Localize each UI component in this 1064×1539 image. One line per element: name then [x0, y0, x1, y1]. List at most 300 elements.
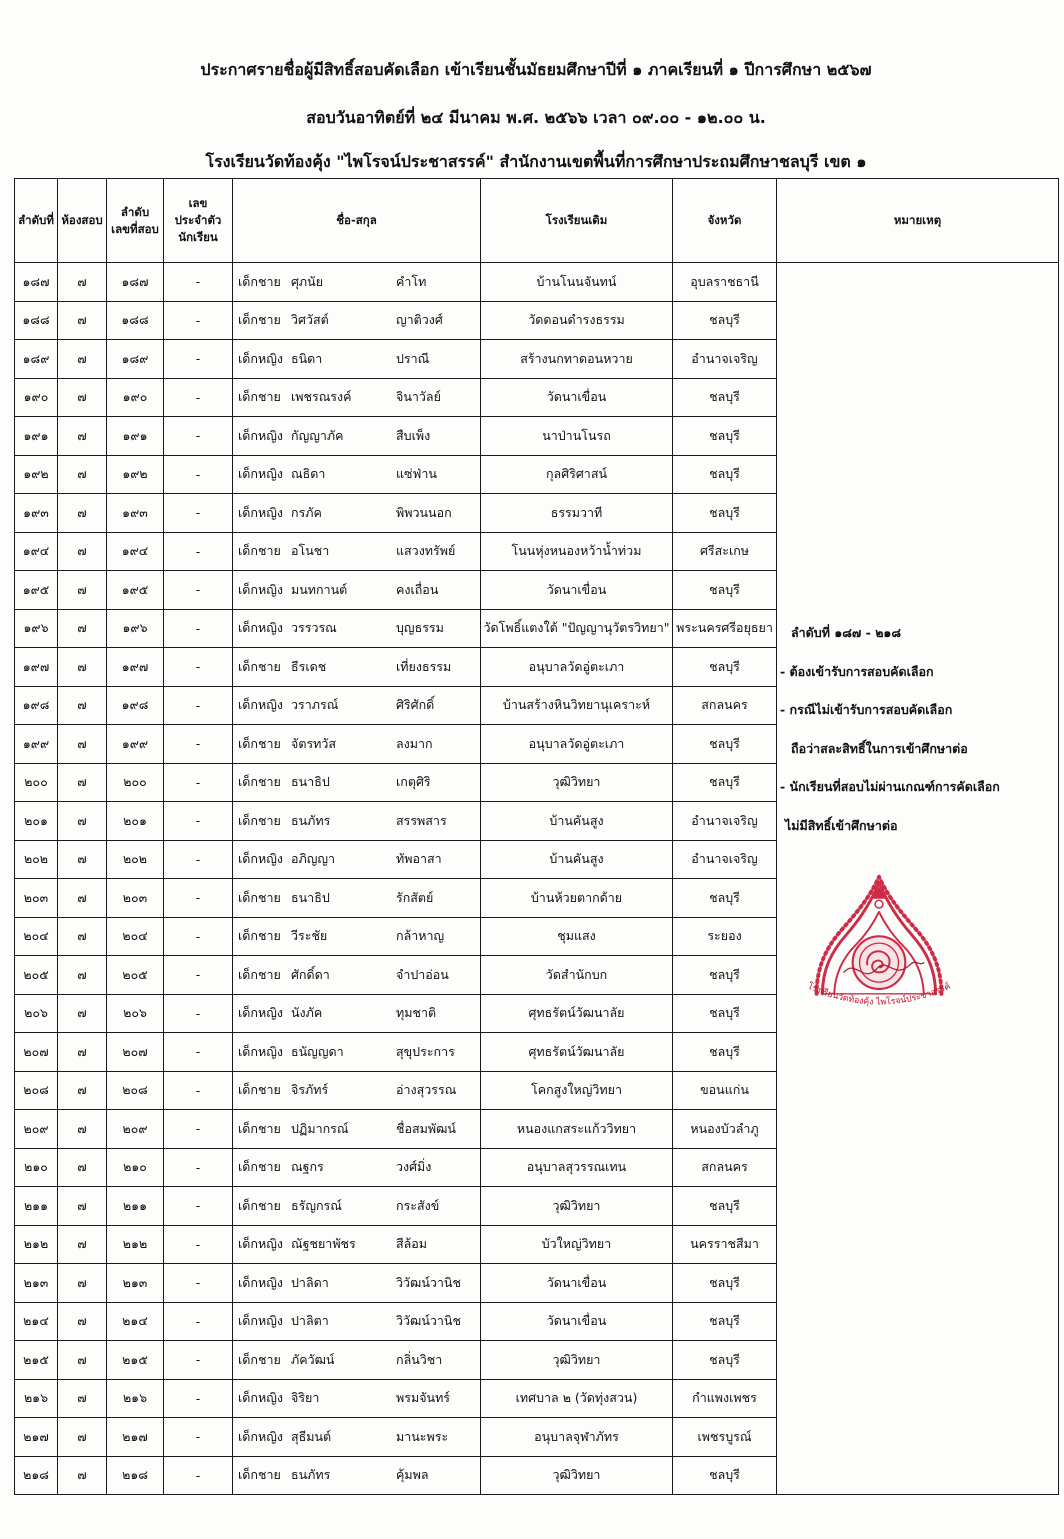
cell-exam-number: ๑๙๗ [107, 648, 164, 687]
cell-province: ชลบุรี [673, 1302, 777, 1341]
name-prefix: เด็กชาย [238, 389, 281, 405]
cell-exam-number: ๒๑๘ [107, 1456, 164, 1495]
cell-exam-number: ๑๘๙ [107, 340, 164, 379]
cell-exam-number: ๒๑๐ [107, 1148, 164, 1187]
last-name: ชื่อสมพัฒน์ [396, 1120, 456, 1136]
name-prefix: เด็กหญิง [238, 851, 283, 867]
cell-former-school: บ้านสร้างหินวิทยานุเคราะห์ [481, 686, 673, 725]
last-name: สีล้อม [396, 1236, 428, 1252]
last-name: อ่างสุวรรณ [396, 1082, 457, 1098]
name-prefix: เด็กชาย [238, 928, 281, 944]
cell-exam-number: ๒๐๑ [107, 802, 164, 841]
first-name: ธนภัทร [291, 812, 331, 828]
cell-former-school: บ้านคันสูง [481, 840, 673, 879]
cell-exam-number: ๑๙๓ [107, 494, 164, 533]
remark-line: ไม่มีสิทธิ์เข้าศึกษาต่อ [785, 817, 898, 833]
last-name: เที่ยงธรรม [396, 658, 452, 674]
cell-student-id: - [164, 417, 233, 456]
first-name: ณธิดา [291, 466, 326, 482]
cell-student-id: - [164, 1456, 233, 1495]
cell-former-school: อนุบาลสุวรรณเทน [481, 1148, 673, 1187]
name-prefix: เด็กหญิง [238, 581, 283, 597]
name-prefix: เด็กชาย [238, 273, 281, 289]
cell-full-name [233, 1302, 481, 1341]
name-prefix: เด็กหญิง [238, 1313, 283, 1329]
last-name: ลงมาก [396, 735, 433, 751]
cell-exam-room: ๗ [58, 378, 107, 417]
cell-province: ขอนแก่น [673, 1071, 777, 1110]
cell-province: กำแพงเพชร [673, 1379, 777, 1418]
cell-province: อุบลราชธานี [673, 263, 777, 302]
cell-student-id: - [164, 802, 233, 841]
name-prefix: เด็กชาย [238, 1197, 281, 1213]
cell-full-name [233, 455, 481, 494]
column-header-full-name: ชื่อ-สกุล [233, 179, 481, 263]
cell-full-name [233, 263, 481, 302]
cell-exam-number: ๑๙๙ [107, 725, 164, 764]
cell-full-name [233, 340, 481, 379]
cell-student-id: - [164, 609, 233, 648]
name-prefix: เด็กชาย [238, 658, 281, 674]
cell-province: ชลบุรี [673, 956, 777, 995]
cell-province: สกลนคร [673, 1148, 777, 1187]
cell-order: ๒๑๑ [15, 1187, 58, 1226]
cell-full-name [233, 956, 481, 995]
cell-full-name [233, 802, 481, 841]
last-name: สืบเพ็ง [396, 427, 431, 443]
name-prefix: เด็กหญิง [238, 1005, 283, 1021]
cell-student-id: - [164, 1302, 233, 1341]
cell-exam-number: ๒๐๐ [107, 763, 164, 802]
cell-province: อำนาจเจริญ [673, 340, 777, 379]
column-header-exam-room: ห้องสอบ [58, 179, 107, 263]
cell-student-id: - [164, 994, 233, 1033]
first-name: ธนัญญดา [291, 1043, 344, 1059]
cell-full-name [233, 1264, 481, 1303]
name-prefix: เด็กหญิง [238, 1043, 283, 1059]
name-prefix: เด็กชาย [238, 312, 281, 328]
name-prefix: เด็กชาย [238, 812, 281, 828]
seal-lettering: โรงเรียนวัดท้องคุ้ง ไพโรจน์ประชาสรรค์ [805, 981, 953, 1008]
cell-full-name [233, 1379, 481, 1418]
name-prefix: เด็กชาย [238, 1159, 281, 1175]
cell-exam-number: ๒๐๖ [107, 994, 164, 1033]
name-prefix: เด็กหญิง [238, 1390, 283, 1406]
last-name: วงศ์มิ่ง [396, 1159, 432, 1175]
table-header-row [15, 179, 1059, 263]
first-name: กรภัค [291, 504, 322, 520]
cell-student-id: - [164, 1071, 233, 1110]
cell-exam-room: ๗ [58, 725, 107, 764]
cell-exam-number: ๒๑๒ [107, 1225, 164, 1264]
cell-order: ๒๐๖ [15, 994, 58, 1033]
first-name: นังภัค [291, 1005, 323, 1021]
cell-exam-number: ๒๑๓ [107, 1264, 164, 1303]
cell-former-school: ศุทธรัตน์วัฒนาลัย [481, 994, 673, 1033]
last-name: กระสังข์ [396, 1197, 440, 1213]
cell-former-school: ธรรมวาที [481, 494, 673, 533]
cell-exam-number: ๑๙๒ [107, 455, 164, 494]
cell-exam-number: ๑๙๘ [107, 686, 164, 725]
cell-former-school: ชุมแสง [481, 917, 673, 956]
cell-exam-room: ๗ [58, 494, 107, 533]
table-row [15, 263, 1059, 302]
name-prefix: เด็กชาย [238, 543, 281, 559]
name-prefix: เด็กชาย [238, 774, 281, 790]
cell-province: ชลบุรี [673, 879, 777, 918]
cell-student-id: - [164, 763, 233, 802]
name-prefix: เด็กชาย [238, 1120, 281, 1136]
last-name: กลิ่นวิชา [396, 1351, 443, 1367]
cell-exam-number: ๒๑๖ [107, 1379, 164, 1418]
cell-exam-number: ๒๑๑ [107, 1187, 164, 1226]
first-name: ภัควัฒน์ [291, 1351, 335, 1367]
cell-exam-room: ๗ [58, 455, 107, 494]
name-prefix: เด็กหญิง [238, 350, 283, 366]
cell-former-school: บ้านห้วยตากด้าย [481, 879, 673, 918]
cell-student-id: - [164, 571, 233, 610]
last-name: คงเถื่อน [396, 581, 439, 597]
cell-order: ๒๑๕ [15, 1341, 58, 1380]
candidate-table [14, 178, 1059, 1495]
remark-range: ลำดับที่ ๑๘๗ - ๒๑๘ [791, 625, 902, 640]
cell-full-name [233, 378, 481, 417]
cell-former-school: กุลศิริศาสน์ [481, 455, 673, 494]
remarks-list [777, 263, 1058, 845]
cell-former-school: สร้างนกทาดอนหวาย [481, 340, 673, 379]
cell-order: ๑๙๒ [15, 455, 58, 494]
last-name: ทุมชาติ [396, 1005, 437, 1021]
cell-exam-room: ๗ [58, 1341, 107, 1380]
last-name: กล้าหาญ [396, 928, 445, 944]
cell-order: ๒๐๕ [15, 956, 58, 995]
cell-province: ชลบุรี [673, 1187, 777, 1226]
cell-former-school: วัดสำนักบก [481, 956, 673, 995]
cell-province: ชลบุรี [673, 994, 777, 1033]
cell-student-id: - [164, 494, 233, 533]
cell-exam-number: ๑๘๗ [107, 263, 164, 302]
cell-student-id: - [164, 1033, 233, 1072]
cell-student-id: - [164, 340, 233, 379]
cell-exam-number: ๒๐๓ [107, 879, 164, 918]
last-name: วิวัฒน์วานิช [396, 1313, 461, 1329]
last-name: มานะพระ [396, 1428, 449, 1444]
cell-order: ๒๐๔ [15, 917, 58, 956]
cell-exam-room: ๗ [58, 609, 107, 648]
last-name: สรรพสาร [396, 812, 447, 828]
cell-exam-number: ๒๐๒ [107, 840, 164, 879]
cell-order: ๑๘๘ [15, 301, 58, 340]
cell-full-name [233, 1456, 481, 1495]
cell-order: ๒๑๐ [15, 1148, 58, 1187]
cell-former-school: วัดนาเขื่อน [481, 571, 673, 610]
last-name: จินาวัลย์ [396, 389, 441, 405]
cell-student-id: - [164, 1418, 233, 1457]
first-name: วิศวัสต์ [291, 312, 329, 328]
remark-line: ถือว่าสละสิทธิ์ในการเข้าศึกษาต่อ [791, 740, 968, 756]
cell-former-school: ศุทธรัตน์วัฒนาลัย [481, 1033, 673, 1072]
first-name: กัญญาภัค [291, 427, 344, 443]
cell-order: ๑๙๑ [15, 417, 58, 456]
cell-former-school: วุฒิวิทยา [481, 1187, 673, 1226]
cell-province: ระยอง [673, 917, 777, 956]
cell-student-id: - [164, 686, 233, 725]
cell-order: ๑๙๐ [15, 378, 58, 417]
cell-former-school: วุฒิวิทยา [481, 1456, 673, 1495]
first-name: ธีรเดช [291, 658, 327, 674]
cell-student-id: - [164, 725, 233, 764]
cell-order: ๑๘๗ [15, 263, 58, 302]
cell-exam-room: ๗ [58, 1225, 107, 1264]
cell-full-name [233, 994, 481, 1033]
first-name: ปาลิตา [291, 1313, 329, 1329]
cell-order: ๒๑๒ [15, 1225, 58, 1264]
cell-former-school: วุฒิวิทยา [481, 1341, 673, 1380]
cell-student-id: - [164, 956, 233, 995]
cell-province: ชลบุรี [673, 763, 777, 802]
cell-exam-room: ๗ [58, 648, 107, 687]
last-name: ญาติวงศ์ [396, 312, 443, 328]
cell-student-id: - [164, 263, 233, 302]
cell-former-school: วัดดอนดำรงธรรม [481, 301, 673, 340]
cell-province: สกลนคร [673, 686, 777, 725]
cell-province: อำนาจเจริญ [673, 840, 777, 879]
cell-full-name [233, 417, 481, 456]
cell-student-id: - [164, 648, 233, 687]
cell-exam-number: ๒๑๗ [107, 1418, 164, 1457]
remark-line: - ต้องเข้ารับการสอบคัดเลือก [780, 663, 934, 679]
cell-full-name [233, 879, 481, 918]
name-prefix: เด็กหญิง [238, 1274, 283, 1290]
cell-order: ๑๙๖ [15, 609, 58, 648]
cell-student-id: - [164, 1264, 233, 1303]
last-name: ปราณี [396, 350, 430, 366]
cell-full-name [233, 1187, 481, 1226]
cell-student-id: - [164, 1110, 233, 1149]
cell-exam-room: ๗ [58, 840, 107, 879]
cell-full-name [233, 609, 481, 648]
first-name: ศักดิ์ดา [291, 966, 330, 982]
name-prefix: เด็กชาย [238, 1351, 281, 1367]
last-name: วิวัฒน์วานิช [396, 1274, 461, 1290]
cell-order: ๑๙๙ [15, 725, 58, 764]
first-name: ปฏิมากรณ์ [291, 1120, 349, 1136]
first-name: ธนิดา [291, 350, 323, 366]
cell-student-id: - [164, 301, 233, 340]
cell-former-school: บ้านคันสูง [481, 802, 673, 841]
cell-exam-room: ๗ [58, 263, 107, 302]
cell-exam-number: ๒๐๗ [107, 1033, 164, 1072]
cell-full-name [233, 1110, 481, 1149]
cell-full-name [233, 917, 481, 956]
first-name: ธนภัทร [291, 1467, 331, 1483]
first-name: ธนาธิป [291, 889, 330, 905]
cell-exam-number: ๒๐๕ [107, 956, 164, 995]
name-prefix: เด็กชาย [238, 966, 281, 982]
cell-order: ๑๘๙ [15, 340, 58, 379]
last-name: ทัพอาสา [396, 851, 442, 867]
cell-exam-number: ๑๙๖ [107, 609, 164, 648]
cell-full-name [233, 1033, 481, 1072]
cell-exam-room: ๗ [58, 1148, 107, 1187]
cell-former-school: วัดนาเขื่อน [481, 1302, 673, 1341]
cell-exam-number: ๒๐๔ [107, 917, 164, 956]
name-prefix: เด็กชาย [238, 1467, 281, 1483]
remarks-cell [777, 263, 1059, 1495]
cell-student-id: - [164, 917, 233, 956]
cell-student-id: - [164, 1148, 233, 1187]
cell-province: หนองบัวลำภู [673, 1110, 777, 1149]
cell-former-school: วัดนาเขื่อน [481, 378, 673, 417]
cell-student-id: - [164, 1379, 233, 1418]
cell-province: ชลบุรี [673, 301, 777, 340]
cell-exam-room: ๗ [58, 879, 107, 918]
cell-former-school: อนุบาลวัดอู่ตะเภา [481, 725, 673, 764]
first-name: จัตรทวัส [291, 735, 337, 751]
exam-date-line: สอบวันอาทิตย์ที่ ๒๔ มีนาคม พ.ศ. ๒๕๖๖ เวลา ๐๙.๐๐ - ๑๒.๐๐ น. [306, 108, 766, 127]
first-name: ธนาธิป [291, 774, 330, 790]
cell-full-name [233, 1071, 481, 1110]
cell-province: ชลบุรี [673, 417, 777, 456]
remark-line: - นักเรียนที่สอบไม่ผ่านเกณฑ์การคัดเลือก [780, 779, 1000, 794]
cell-full-name [233, 725, 481, 764]
cell-exam-room: ๗ [58, 1110, 107, 1149]
school-seal-icon [801, 873, 957, 1023]
last-name: พรมจันทร์ [396, 1390, 451, 1406]
last-name: เกตุศิริ [396, 774, 431, 790]
cell-former-school: เทศบาล ๒ (วัดทุ่งสวน) [481, 1379, 673, 1418]
cell-former-school: วัดโพธิ์แตงใต้ "ปัญญานุวัตรวิทยา" [481, 609, 673, 648]
cell-full-name [233, 686, 481, 725]
cell-order: ๒๑๖ [15, 1379, 58, 1418]
cell-order: ๒๐๒ [15, 840, 58, 879]
last-name: จำปาอ่อน [396, 966, 449, 982]
cell-student-id: - [164, 378, 233, 417]
cell-exam-room: ๗ [58, 1456, 107, 1495]
cell-province: ชลบุรี [673, 494, 777, 533]
cell-exam-room: ๗ [58, 802, 107, 841]
first-name: จิริยา [291, 1390, 320, 1406]
last-name: คำโท [396, 273, 427, 289]
cell-exam-number: ๑๙๔ [107, 532, 164, 571]
cell-province: พระนครศรีอยุธยา [673, 609, 777, 648]
cell-exam-number: ๑๙๑ [107, 417, 164, 456]
cell-order: ๑๙๕ [15, 571, 58, 610]
name-prefix: เด็กชาย [238, 735, 281, 751]
cell-exam-room: ๗ [58, 1302, 107, 1341]
last-name: รักสัตย์ [396, 889, 434, 905]
column-header-order: ลำดับที่ [15, 179, 58, 263]
name-prefix: เด็กหญิง [238, 697, 283, 713]
cell-full-name [233, 301, 481, 340]
cell-full-name [233, 571, 481, 610]
cell-student-id: - [164, 1187, 233, 1226]
cell-exam-number: ๒๐๘ [107, 1071, 164, 1110]
cell-full-name [233, 1225, 481, 1264]
announcement-title: ประกาศรายชื่อผู้มีสิทธิ์สอบคัดเลือก เข้าเรียนชั้นมัธยมศึกษาปีที่ ๑ ภาคเรียนที่ ๑ ปีการศึกษา ๒๕๖๗ [200, 60, 872, 79]
school-name-line: โรงเรียนวัดท้องคุ้ง "ไพโรจน์ประชาสรรค์" สำนักงานเขตพื้นที่การศึกษาประถมศึกษาชลบุรี เขต ๑ [205, 152, 867, 171]
cell-exam-room: ๗ [58, 1071, 107, 1110]
name-prefix: เด็กหญิง [238, 466, 283, 482]
cell-province: ชลบุรี [673, 378, 777, 417]
cell-exam-room: ๗ [58, 301, 107, 340]
cell-full-name [233, 1418, 481, 1457]
last-name: ศิริศักดิ์ [396, 697, 435, 713]
cell-province: ชลบุรี [673, 1033, 777, 1072]
cell-exam-number: ๒๑๔ [107, 1302, 164, 1341]
cell-province: อำนาจเจริญ [673, 802, 777, 841]
first-name: ณฐกร [291, 1159, 324, 1175]
cell-order: ๑๙๗ [15, 648, 58, 687]
cell-exam-room: ๗ [58, 1187, 107, 1226]
cell-full-name [233, 532, 481, 571]
cell-former-school: โนนหุ่งหนองหว้าน้ำท่วม [481, 532, 673, 571]
cell-exam-room: ๗ [58, 763, 107, 802]
cell-exam-room: ๗ [58, 686, 107, 725]
last-name: สุขุประการ [396, 1043, 455, 1059]
cell-order: ๒๐๑ [15, 802, 58, 841]
cell-former-school: อนุบาลจุฬาภัทร [481, 1418, 673, 1457]
cell-full-name [233, 494, 481, 533]
first-name: อภิญญา [291, 851, 336, 867]
cell-province: ชลบุรี [673, 725, 777, 764]
cell-student-id: - [164, 879, 233, 918]
column-header-exam-number: ลำดับ เลขที่สอบ [107, 179, 164, 263]
cell-former-school: บัวใหญ่วิทยา [481, 1225, 673, 1264]
column-header-province: จังหวัด [673, 179, 777, 263]
first-name: มนทกานต์ [291, 581, 348, 597]
cell-order: ๒๐๘ [15, 1071, 58, 1110]
cell-order: ๒๐๐ [15, 763, 58, 802]
cell-province: ศรีสะเกษ [673, 532, 777, 571]
cell-full-name [233, 763, 481, 802]
cell-order: ๑๙๓ [15, 494, 58, 533]
cell-order: ๒๑๘ [15, 1456, 58, 1495]
cell-student-id: - [164, 1225, 233, 1264]
first-name: ณัฐชยาพัชร [291, 1236, 356, 1252]
first-name: ศุภนัย [291, 273, 324, 289]
first-name: สุธีมนต์ [291, 1428, 332, 1444]
cell-province: เพชรบูรณ์ [673, 1418, 777, 1457]
first-name: วีระชัย [291, 928, 328, 944]
cell-order: ๑๙๔ [15, 532, 58, 571]
cell-former-school: วุฒิวิทยา [481, 763, 673, 802]
column-header-student-id: เลข ประจำตัว นักเรียน [164, 179, 233, 263]
cell-exam-room: ๗ [58, 994, 107, 1033]
last-name: แสวงทรัพย์ [396, 543, 456, 559]
first-name: อโนชา [291, 543, 330, 559]
cell-former-school: นาป่านโนรถ [481, 417, 673, 456]
last-name: คุ้มพล [396, 1467, 429, 1483]
cell-exam-room: ๗ [58, 956, 107, 995]
cell-exam-room: ๗ [58, 417, 107, 456]
name-prefix: เด็กชาย [238, 1082, 281, 1098]
cell-student-id: - [164, 532, 233, 571]
name-prefix: เด็กหญิง [238, 504, 283, 520]
cell-student-id: - [164, 840, 233, 879]
cell-full-name [233, 648, 481, 687]
name-prefix: เด็กหญิง [238, 620, 283, 636]
cell-exam-room: ๗ [58, 1264, 107, 1303]
cell-exam-number: ๑๘๘ [107, 301, 164, 340]
cell-province: นครราชสีมา [673, 1225, 777, 1264]
cell-province: ชลบุรี [673, 1264, 777, 1303]
cell-exam-number: ๒๐๙ [107, 1110, 164, 1149]
cell-full-name [233, 1148, 481, 1187]
cell-order: ๒๐๗ [15, 1033, 58, 1072]
cell-exam-room: ๗ [58, 1418, 107, 1457]
cell-exam-room: ๗ [58, 1033, 107, 1072]
